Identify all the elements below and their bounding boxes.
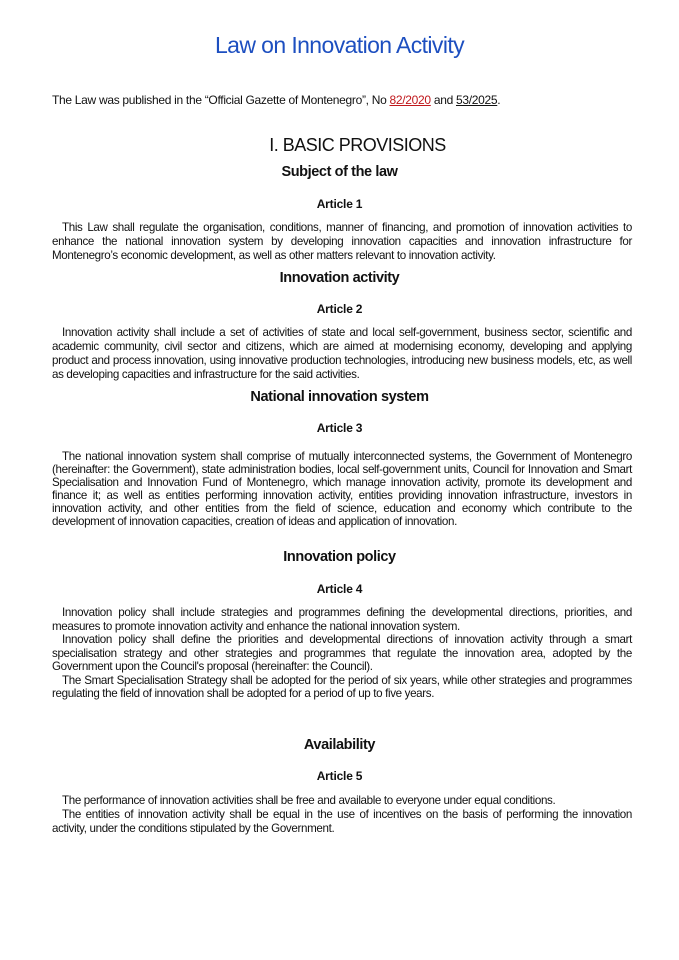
article-text [52,794,632,836]
document-title: Law on Innovation Activity [214,32,465,58]
section-heading: Availability [303,737,376,753]
section-heading: Innovation activity [279,270,400,286]
publication-text: . [497,93,501,107]
paragraph: This Law shall regulate the organisation, conditions, manner of financing, and promotion of innovation activities to enhance the national innovation system by developing innovation capacities and innovation infrastructure for Montenegro’s economic development, as well as other matters relevant to innovation activity. [52,221,632,262]
article-text [52,326,632,382]
article-heading: Article 2 [316,302,363,316]
article-heading: Article 4 [316,582,363,596]
article-heading: Article 3 [316,421,363,435]
paragraph: The entities of innovation activity shall be equal in the use of incentives on the basis of performing the innovation activity, under the conditions stipulated by the Government. [52,808,632,835]
chapter-heading: I. BASIC PROVISIONS [269,135,446,155]
paragraph: The performance of innovation activities shall be free and available to everyone under equal conditions. [62,794,556,807]
publication-note [52,93,500,107]
paragraph: The Smart Specialisation Strategy shall be adopted for the period of six years, while other strategies and programmes regulating the field of innovation shall be adopted for a period of up to five years. [52,673,632,700]
paragraph: Innovation policy shall define the priorities and developmental directions of innovation activity through a smart specialisation strategy and other strategies and programmes that regulate the innovation area, adopted by the Government upon the Council's proposal (hereinafter: the Council). [52,633,632,673]
paragraph: Innovation policy shall include strategies and programmes defining the developmental directions, priorities, and measures to promote innovation activity and enhance the national innovation system. [52,606,632,633]
article-heading: Article 5 [316,769,363,783]
gazette-link-53-2025[interactable]: 53/2025 [455,93,498,107]
section-heading: Subject of the law [281,164,398,180]
article-text [52,606,632,701]
publication-text: The Law was published in the “Official Gazette of Montenegro”, No [52,93,390,107]
section-heading: National innovation system [250,389,429,405]
paragraph: Innovation activity shall include a set of activities of state and local self-government, business sector, scientific and academic community, civil sector and citizens, which are aimed at modernising economy, developing and applying product and process innovation, using innovative production technologies, introducing new business models, etc, as well as developing capacities and infrastructure for the said activities. [52,326,632,381]
article-text [52,450,632,528]
article-text [52,221,632,263]
article-heading: Article 1 [316,197,363,211]
publication-text: and [430,93,456,107]
gazette-link-82-2020[interactable]: 82/2020 [389,93,431,107]
paragraph: The national innovation system shall comprise of mutually interconnected systems, the Government of Montenegro (hereinafter: the Government), state administration bodies, local self-government units, Council for Innovation and Smart Specialisation and Innovation Fund of Montenegro, which manage innovation activity, promote its development and finance it; as well as entities performing innovation activity, entities providing innovation infrastructure, investors in innovation activity, and other entities from the field of science, education and economy which contribute to the development of innovation capacities, creation of ideas and application of innovation. [52,450,632,528]
section-heading: Innovation policy [283,549,396,565]
